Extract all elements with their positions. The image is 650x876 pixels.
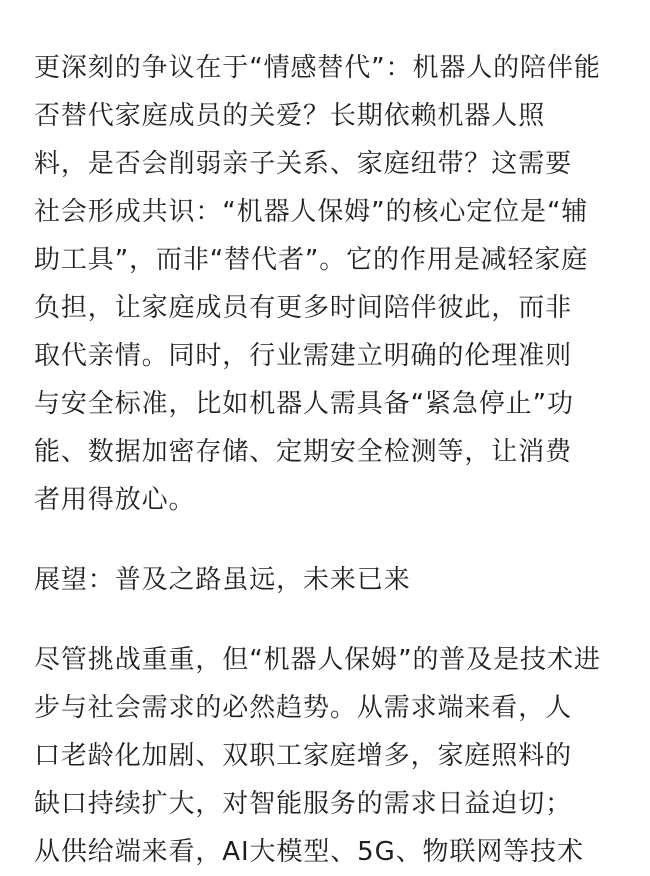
section-heading-text: 展望：普及之路虽远，未来已来 [34, 565, 411, 595]
text-line: 口老龄化加剧、双职工家庭增多，家庭照料的 [34, 741, 573, 771]
text-line: 料，是否会削弱亲子关系、家庭纽带？这需要 [34, 149, 573, 179]
text-line: 尽管挑战重重，但“机器人保姆”的普及是技术进 [34, 645, 601, 675]
text-line: 社会形成共识：“机器人保姆”的核心定位是“辅 [34, 197, 589, 227]
paragraph-emotional-substitution [34, 44, 601, 524]
paragraph-outlook [34, 636, 601, 876]
section-heading [34, 556, 411, 604]
text-line: 者用得放心。 [34, 485, 196, 515]
text-line: 负担，让家庭成员有更多时间陪伴彼此，而非 [34, 293, 573, 323]
text-line: 能、数据加密存储、定期安全检测等，让消费 [34, 437, 573, 467]
text-line: 更深刻的争议在于“情感替代”：机器人的陪伴能 [34, 53, 601, 83]
text-line: 步与社会需求的必然趋势。从需求端来看，人 [34, 693, 573, 723]
text-line: 缺口持续扩大，对智能服务的需求日益迫切； [34, 789, 573, 819]
text-line: 否替代家庭成员的关爱？长期依赖机器人照 [34, 101, 546, 131]
text-line: 取代亲情。同时，行业需建立明确的伦理准则 [34, 341, 573, 371]
text-line: 从供给端来看，AI大模型、5G、物联网等技术 [34, 837, 584, 867]
text-line: 与安全标准，比如机器人需具备“紧急停止”功 [34, 389, 574, 419]
text-line: 助工具”，而非“替代者”。它的作用是减轻家庭 [34, 245, 589, 275]
